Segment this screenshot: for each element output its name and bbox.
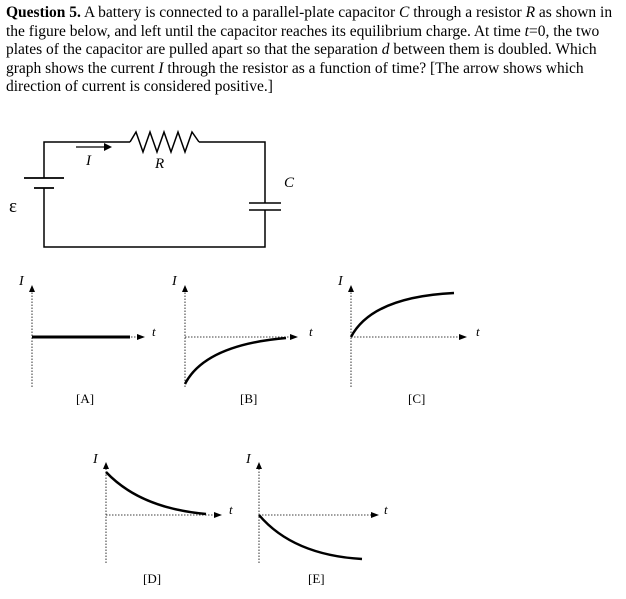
question-number: Question 5. <box>6 4 81 21</box>
resistor-label: R <box>155 156 165 172</box>
graph-e <box>245 452 388 586</box>
y-axis-arrowhead <box>103 462 109 469</box>
question-text-part: through the resistor as a function of time? [The arrow shows which direction of current is considered positive.] <box>6 59 584 95</box>
question-text-part: as shown in the figure below, and left until the capacitor reaches its equilibrium charge. At time <box>6 4 613 40</box>
x-axis-arrowhead <box>137 334 145 340</box>
var-r: R <box>525 4 536 21</box>
x-label: t <box>476 324 480 339</box>
curve-c <box>351 293 454 337</box>
x-axis-arrowhead <box>290 334 298 340</box>
capacitor-label: C <box>284 175 295 191</box>
curve-e <box>259 515 362 559</box>
var-i: I <box>158 59 164 77</box>
x-label: t <box>309 324 313 339</box>
resistor <box>130 132 199 152</box>
x-axis-arrowhead <box>459 334 467 340</box>
x-axis-arrowhead <box>371 512 379 518</box>
question-text-part: through a resistor <box>409 4 526 21</box>
current-label: I <box>86 153 91 169</box>
circuit-diagram <box>24 132 281 247</box>
y-axis-arrowhead <box>29 285 35 292</box>
var-t: t <box>524 22 529 40</box>
wire-bottom <box>44 188 265 247</box>
graph-c <box>337 274 480 406</box>
y-label: I <box>338 274 343 289</box>
curve-d <box>106 472 206 514</box>
question-text-part: A battery is connected to a parallel-plate capacitor <box>80 4 399 21</box>
x-label: t <box>152 324 156 339</box>
option-label-a: [A] <box>76 391 95 406</box>
emf-label: ε <box>9 196 17 217</box>
question-text-part: between them is doubled. Which graph shows the current <box>6 41 597 77</box>
x-axis-arrowhead <box>214 512 222 518</box>
y-label: I <box>246 452 251 467</box>
question-text-part: =0, the two plates of the capacitor are pulled apart so that the separation <box>6 22 600 58</box>
option-label-d: [D] <box>143 571 162 586</box>
y-axis-arrowhead <box>348 285 354 292</box>
var-d: d <box>381 41 390 58</box>
y-label: I <box>172 274 177 289</box>
var-c: C <box>398 4 410 21</box>
wire-top-right <box>199 142 265 203</box>
arrow-head <box>104 143 112 151</box>
graph-b <box>171 274 313 406</box>
option-label-e: [E] <box>308 571 325 586</box>
y-label: I <box>19 274 24 289</box>
y-axis-arrowhead <box>256 462 262 469</box>
y-axis-arrowhead <box>182 285 188 292</box>
graph-a <box>18 274 156 406</box>
option-label-b: [B] <box>240 391 258 406</box>
graph-d <box>92 452 233 586</box>
y-label: I <box>93 452 98 467</box>
curve-b <box>185 338 286 384</box>
x-label: t <box>229 502 233 517</box>
option-label-c: [C] <box>408 391 426 406</box>
x-label: t <box>384 502 388 517</box>
